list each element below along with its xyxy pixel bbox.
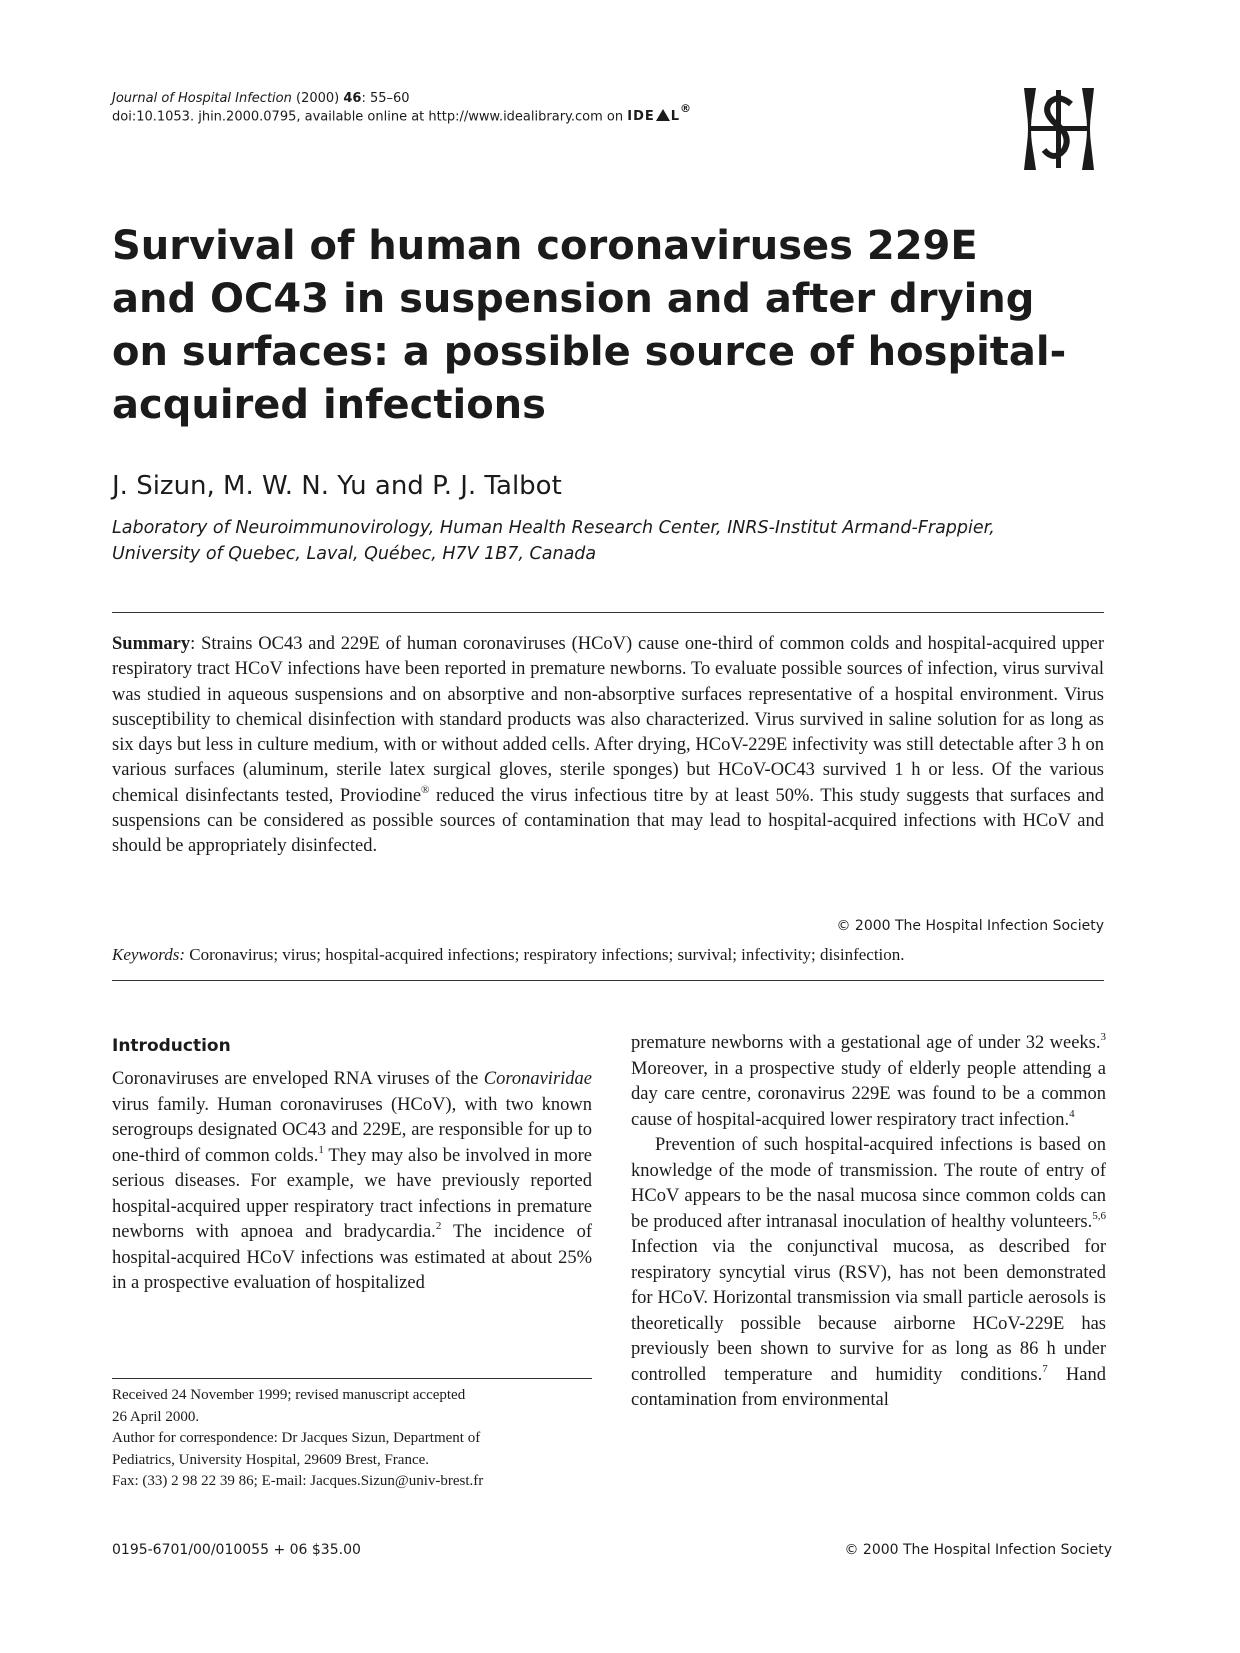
author-affiliation [112, 515, 1112, 567]
ideal-triangle-icon [656, 109, 670, 121]
contact-line: Fax: (33) 2 98 22 39 86; E-mail: Jacques.Sizun@univ-brest.fr [112, 1473, 484, 1489]
doi-text: doi:10.1053. jhin.2000.0795, available online at http://www.idealibrary.com on [112, 109, 628, 125]
doi-line [112, 102, 812, 127]
intro-text: virus family. Human coronaviruses (HCoV), with two known serogroups designated OC43 and 229E, are responsible for up to one-third of common colds. [112, 1094, 592, 1166]
correspondence-line-1: Author for correspondence: Dr Jacques Sizun, Department of [112, 1430, 481, 1446]
intro-text: Hand contamination from environmental [631, 1364, 1106, 1410]
affiliation-line-1: Laboratory of Neuroimmunovirology, Human Health Research Center, INRS-Institut Armand-Frappier, [112, 518, 995, 538]
journal-name: Journal of Hospital Infection [112, 91, 292, 106]
summary-text-part-2: reduced the virus infectious titre by at least 50%. This study suggests that surfaces and suspensions can be considered as possible sources of contamination that may lead to hospital-acquired infections with HCoV and should be appropriately disinfected. [112, 785, 1105, 857]
journal-volume: 46 [343, 91, 362, 106]
ideal-registered-mark: ® [680, 102, 693, 115]
received-line-1: Received 24 November 1999; revised manuscript accepted [112, 1387, 466, 1403]
correspondence-line-2: Pediatrics, University Hospital, 29609 Brest, France. [112, 1451, 430, 1468]
intro-text: They may also be involved in more serious diseases. For example, we have previously reported hospital-acquired upper respiratory tract infections in premature newborns with apnoea and bradycardia. [112, 1145, 593, 1242]
journal-year: (2000) [291, 91, 344, 106]
intro-text: The incidence of hospital-acquired HCoV infections was estimated at about 25% in a prospective evaluation of hospitalized [112, 1222, 592, 1293]
summary-top-rule [112, 612, 1104, 613]
keywords-label: Keywords: [112, 945, 186, 964]
reference-marker: 1 [318, 1143, 324, 1156]
article-authors: J. Sizun, M. W. N. Yu and P. J. Talbot [112, 471, 562, 501]
intro-paragraph-1-continued [631, 1031, 1106, 1133]
reference-marker: 7 [1042, 1362, 1048, 1375]
registered-mark: ® [421, 783, 430, 796]
keywords-text: Coronavirus; virus; hospital-acquired infections; respiratory infections; survival; infectivity; disinfection. [185, 945, 905, 964]
article-footnotes [112, 1385, 592, 1493]
intro-text: Coronaviruses are enveloped RNA viruses of the [112, 1069, 484, 1089]
reference-marker: 4 [1069, 1107, 1075, 1120]
summary-copyright: © 2000 The Hospital Infection Society [836, 918, 1104, 934]
intro-paragraph-2 [631, 1133, 1106, 1414]
intro-paragraph-1 [112, 1067, 592, 1297]
reference-marker: 2 [435, 1220, 442, 1232]
body-column-left [112, 1067, 592, 1297]
taxon-name: Coronaviridae [483, 1069, 592, 1089]
ideal-logo-left: IDE [627, 109, 655, 124]
footnote-rule [112, 1378, 592, 1379]
hospital-infection-society-logo [1014, 84, 1104, 174]
reference-marker: 3 [1100, 1031, 1106, 1043]
footer-issn-price: 0195-6701/00/010055 + 06 $35.00 [112, 1542, 361, 1558]
summary-label: Summary [112, 634, 191, 654]
summary-text-part-1: : Strains OC43 and 229E of human coronaviruses (HCoV) cause one-third of common colds and hospital-acquired upper respiratory tract HCoV infections have been reported in premature newborns. To evaluate possible sources of infection, virus survival was studied in aqueous suspensions and on absorptive and non-absorptive surfaces representative of a hospital environment. Virus susceptibility to chemical disinfection with standard products was also characterized. Virus survived in saline solution for as long as six days but less in culture medium, with or without added cells. After drying, HCoV-229E infectivity was still detectable after 3 h on various surfaces (aluminum, sterile latex surgical gloves, sterile sponges) but HCoV-OC43 survived 1 h or less. Of the various chemical disinfectants tested, Proviodine [112, 634, 1104, 806]
received-line-2: 26 April 2000. [112, 1408, 200, 1425]
keywords [112, 944, 1104, 966]
body-column-right [631, 1031, 1106, 1414]
article-title: Survival of human coronaviruses 229E and OC43 in suspension and after drying on surfaces: a possible source of hospital-acquired infections [112, 223, 1067, 428]
intro-text: premature newborns with a gestational age of under 32 weeks. [631, 1033, 1101, 1053]
ideal-logo [627, 102, 693, 126]
journal-pages: : 55–60 [361, 91, 410, 106]
intro-text: Prevention of such hospital-acquired infections is based on knowledge of the mode of transmission. The route of entry of HCoV appears to be the nasal mucosa since common colds can be produced after intranasal inoculation of healthy volunteers. [631, 1135, 1106, 1232]
section-heading-introduction: Introduction [112, 1036, 231, 1056]
intro-text: Moreover, in a prospective study of elderly people attending a day care centre, coronavirus 229E was found to be a common cause of hospital-acquired lower respiratory tract infection. [631, 1058, 1106, 1130]
affiliation-line-2: University of Quebec, Laval, Québec, H7V 1B7, Canada [112, 544, 597, 564]
ideal-logo-right: L [670, 109, 681, 124]
journal-citation [112, 90, 812, 108]
intro-text: Infection via the conjunctival mucosa, as described for respiratory syncytial virus (RSV), has not been demonstrated for HCoV. Horizontal transmission via small particle aerosols is theoretically possible because airborne HCoV-229E has previously been shown to survive for as long as 86 h under controlled temperature and humidity conditions. [631, 1237, 1106, 1385]
footer-copyright: © 2000 The Hospital Infection Society [844, 1542, 1112, 1558]
journal-header [112, 90, 812, 127]
reference-marker: 5,6 [1092, 1209, 1106, 1222]
abstract-summary [112, 632, 1104, 860]
keywords-bottom-rule [112, 980, 1104, 981]
